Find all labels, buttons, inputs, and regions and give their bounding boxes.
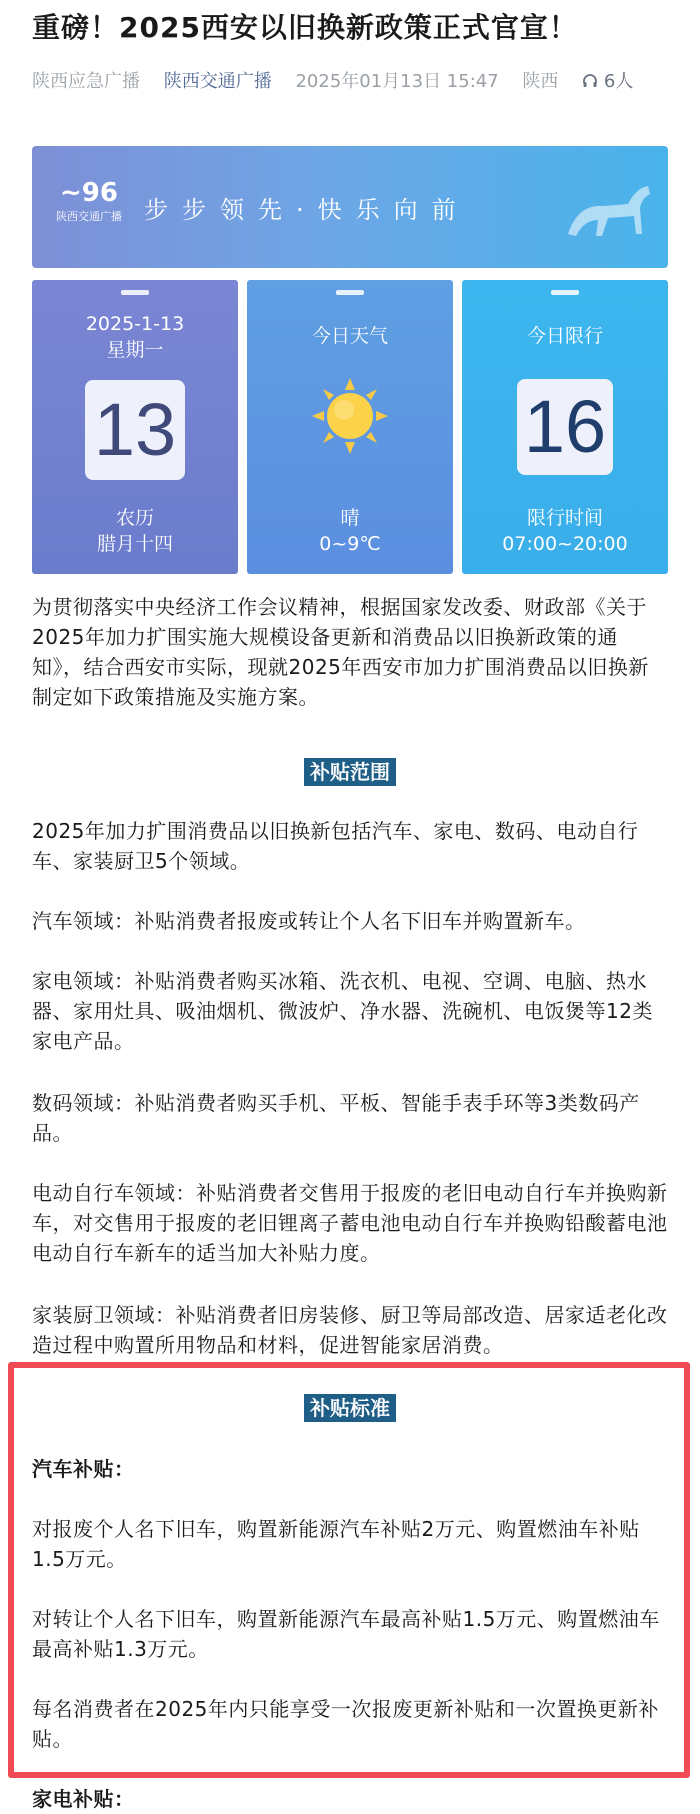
source-label: 陕西应急广播 <box>32 71 140 92</box>
weather-card <box>247 280 453 574</box>
once-rule: 每名消费者在2025年内只能享受一次报废更新补贴和一次置换更新补贴。 <box>32 1697 659 1751</box>
intro-paragraph: 为贯彻落实中央经济工作会议精神，根据国家发改委、财政部《关于2025年加力扩围实施大规模设备更新和消费品以旧换新政策的通知》，结合西安市实际，现就2025年西安市加力扩围消费品以旧换新制定如下政策措施及实施方案。 <box>32 595 649 709</box>
card-tab <box>336 290 364 295</box>
limit-time-label: 限行时间 <box>526 507 603 529</box>
listen-count-value: 6人 <box>603 71 634 92</box>
logo-name: 陕西交通广播 <box>56 210 122 223</box>
scope-heading-text: 补贴范围 <box>304 758 396 786</box>
car-subsidy-heading: 汽车补贴： <box>32 1457 135 1481</box>
appliance-subsidy-heading: 家电补贴： <box>32 1787 135 1811</box>
limit-number: 16 <box>517 379 613 475</box>
publish-time: 2025年01月13日 15:47 <box>295 71 499 92</box>
sun-icon <box>310 376 390 456</box>
limit-title: 今日限行 <box>526 325 603 347</box>
transfer-subsidy: 对转让个人名下旧车，购置新能源汽车最高补贴1.5万元、购置燃油车最高补贴1.3万元。 <box>32 1607 660 1661</box>
logo-mark: ~96 <box>60 178 118 208</box>
location-label: 陕西 <box>522 71 559 92</box>
scope-intro: 2025年加力扩围消费品以旧换新包括汽车、家电、数码、电动自行车、家装厨卫5个领域。 <box>32 819 639 873</box>
scrap-subsidy: 对报废个人名下旧车，购置新能源汽车补贴2万元、购置燃油车补贴1.5万元。 <box>32 1517 640 1571</box>
scope-heading <box>32 758 668 786</box>
traffic-limit-card <box>462 280 668 574</box>
appliance-field: 家电领域：补贴消费者购买冰箱、洗衣机、电视、空调、电脑、热水器、家用灶具、吸油烟机、微波炉、净水器、洗碗机、电饭煲等12类家电产品。 <box>32 969 653 1053</box>
weather-condition: 晴 <box>340 507 360 529</box>
horse-icon <box>558 174 658 254</box>
banner-slogan: 步步领先·快乐向前 <box>144 196 470 224</box>
card-tab <box>121 290 149 295</box>
home-field: 家装厨卫领域：补贴消费者旧房装修、厨卫等局部改造、居家适老化改造过程中购置所用物品和材料，促进智能家居消费。 <box>32 1303 668 1357</box>
lunar-date: 腊月十四 <box>96 533 173 555</box>
headphones-icon <box>582 73 598 89</box>
standard-heading <box>32 1394 668 1422</box>
standard-heading-text: 补贴标准 <box>304 1394 396 1422</box>
info-cards <box>32 280 668 574</box>
station-logo <box>54 176 124 236</box>
date-text: 2025-1-13 <box>85 313 185 335</box>
banner-image <box>32 146 668 268</box>
weather-title: 今日天气 <box>311 325 388 347</box>
date-card <box>32 280 238 574</box>
article-meta <box>32 70 669 94</box>
listen-count[interactable] <box>582 71 651 92</box>
article-title: 重磅！2025西安以旧换新政策正式官宣！ <box>32 11 578 44</box>
day-number: 13 <box>85 380 185 480</box>
weekday-text: 星期一 <box>106 339 164 361</box>
auto-field: 汽车领域：补贴消费者报废或转让个人名下旧车并购置新车。 <box>32 909 586 933</box>
limit-time: 07:00~20:00 <box>502 533 628 555</box>
account-link[interactable]: 陕西交通广播 <box>163 71 272 92</box>
weather-temp: 0~9℃ <box>319 533 381 555</box>
ebike-field: 电动自行车领域：补贴消费者交售用于报废的老旧电动自行车并换购新车，对交售用于报废的老旧锂离子蓄电池电动自行车并换购铅酸蓄电池电动自行车新车的适当加大补贴力度。 <box>32 1181 668 1265</box>
digital-field: 数码领域：补贴消费者购买手机、平板、智能手表手环等3类数码产品。 <box>32 1091 640 1145</box>
lunar-label: 农历 <box>115 507 154 529</box>
card-tab <box>551 290 579 295</box>
